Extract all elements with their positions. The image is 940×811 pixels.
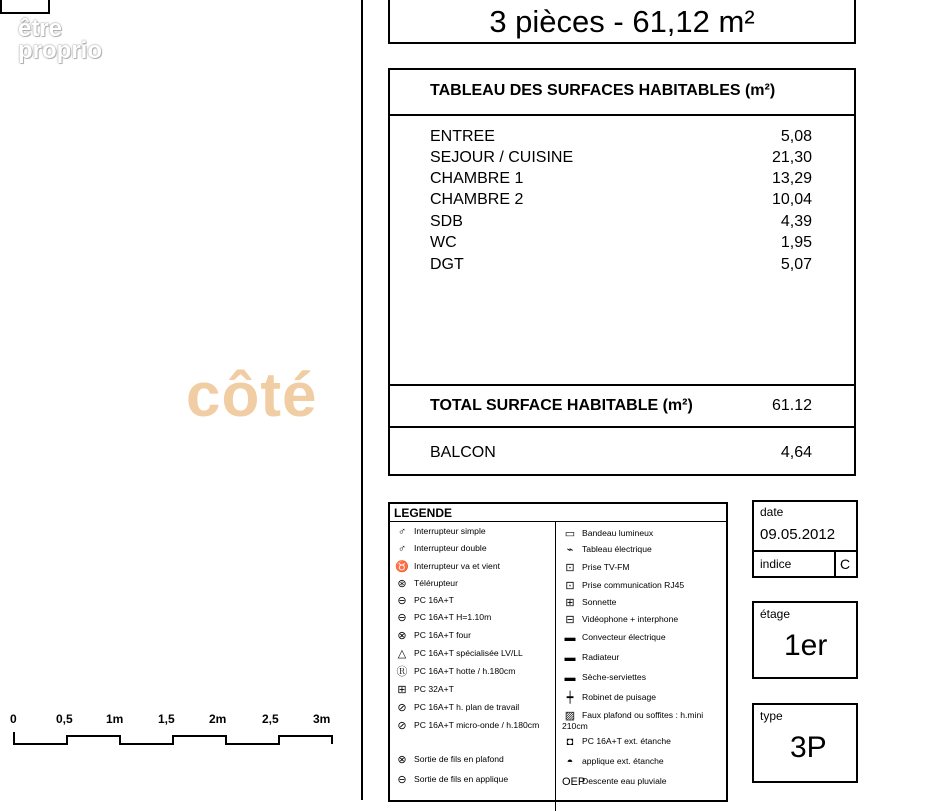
outdoor-light-icon: ◓ <box>566 755 574 768</box>
type-label: type <box>760 709 783 723</box>
legend-item <box>394 561 500 572</box>
towel-dryer-icon: ▬ <box>564 671 576 684</box>
legend-item <box>394 702 519 713</box>
legend-item <box>562 776 667 787</box>
etage-box <box>752 601 858 679</box>
legend-item-label: Interrupteur simple <box>414 526 486 536</box>
legend-item-label: applique ext. étanche <box>582 756 664 766</box>
row-label: DGT <box>430 256 464 273</box>
legend-item <box>394 595 454 606</box>
legend-item-label: PC 16A+T H=1.10m <box>414 612 492 622</box>
electric-panel-icon: ⌁ <box>566 543 574 556</box>
legend-item <box>562 672 646 683</box>
legend-item-label: Radiateur <box>582 652 620 662</box>
scale-bar-graphic <box>10 730 340 750</box>
row-value: 4,39 <box>780 213 812 230</box>
row-label: SEJOUR / CUISINE <box>430 149 574 166</box>
legend-item <box>562 614 678 625</box>
row-label: CHAMBRE 2 <box>430 191 524 208</box>
legend-item <box>562 652 619 663</box>
legend-item-label: PC 16A+T spécialisée LV/LL <box>414 648 523 658</box>
legend-item <box>394 720 544 731</box>
legend-item-label: Sortie de fils en plafond <box>414 754 504 764</box>
legend-item-label: Bandeau lumineux <box>582 528 654 538</box>
watermark-etre-proprio <box>18 15 102 64</box>
outlet-icon: ⊖ <box>397 594 407 607</box>
legend-item-label: PC 16A+T ext. étanche <box>582 736 671 746</box>
row-value: 21,30 <box>771 149 812 166</box>
legend-item-label: Interrupteur va et vient <box>414 561 500 571</box>
legend-item-label: PC 16A+T h. plan de travail <box>414 702 520 712</box>
legend-header-line <box>390 521 726 522</box>
total-label: TOTAL SURFACE HABITABLE (m²) <box>430 397 693 414</box>
scale-tick-label: 3m <box>313 712 331 726</box>
etage-value: 1er <box>784 629 828 662</box>
watermark-etre: être <box>18 15 63 42</box>
indice-label: indice <box>760 557 792 571</box>
scale-tick-label: 1m <box>106 712 124 726</box>
legend-item-label: PC 16A+T micro-onde / h.180cm <box>414 720 540 730</box>
legend-item <box>394 578 458 589</box>
surfaces-table <box>388 68 856 476</box>
videophone-icon: ⊟ <box>565 613 575 626</box>
date-value: 09.05.2012 <box>760 526 836 543</box>
legend-item-label: Descente eau pluviale <box>582 776 667 786</box>
outlet-appliance-icon: △ <box>397 647 407 660</box>
legend-item-label: Prise TV-FM <box>582 562 630 572</box>
type-box <box>752 703 858 783</box>
row-label: WC <box>430 234 457 251</box>
indice-value: C <box>840 556 851 572</box>
wall-wire-icon: ⊖ <box>397 773 407 786</box>
legend-item <box>394 666 515 677</box>
ceiling-wire-icon: ⊗ <box>397 753 407 766</box>
downpipe-icon: OEP <box>562 775 586 788</box>
convector-icon: ▬ <box>564 631 576 644</box>
page-title: 3 pièces - 61,12 m² <box>489 4 755 39</box>
legend-item <box>562 736 671 747</box>
legend-item <box>394 630 471 641</box>
legend-item <box>394 754 504 765</box>
legend-column-divider <box>555 521 556 811</box>
plan-wall-line <box>361 0 363 800</box>
scale-tick-label: 0 <box>10 712 17 726</box>
title-box <box>388 0 856 44</box>
legend-item-label: Faux plafond ou soffites : h.mini 210cm <box>562 710 704 731</box>
row-value: 1,95 <box>780 234 812 251</box>
divider <box>390 426 854 428</box>
outlet-high-icon: ⊖ <box>397 611 407 624</box>
legend-item <box>562 632 666 643</box>
legend-item <box>562 692 656 703</box>
teleswitch-icon: ⊛ <box>397 577 407 590</box>
indice-divider <box>834 550 836 578</box>
legend-item <box>562 580 684 591</box>
legend-item <box>394 526 486 537</box>
legend-item <box>562 544 652 555</box>
balcon-label: BALCON <box>430 444 496 461</box>
date-box <box>752 500 858 578</box>
tap-icon: ┿ <box>566 691 574 704</box>
row-label: ENTREE <box>430 128 495 145</box>
scale-tick-label: 0,5 <box>56 712 73 726</box>
outlet-32a-icon: ⊞ <box>397 683 407 696</box>
row-value: 13,29 <box>771 170 812 187</box>
legend-item <box>562 710 722 731</box>
outlet-hood-icon: Ⓡ <box>396 665 408 678</box>
legend-item <box>394 543 487 554</box>
outdoor-outlet-icon: ◘ <box>566 735 574 748</box>
legend-title: LEGENDE <box>394 506 453 520</box>
surfaces-title: TABLEAU DES SURFACES HABITABLES (m²) <box>430 82 776 99</box>
legend-item <box>562 562 630 573</box>
legend-item-label: PC 32A+T <box>414 684 454 694</box>
legend-item <box>394 774 508 785</box>
balcon-value: 4,64 <box>780 444 812 461</box>
watermark-cote: côté <box>186 361 318 430</box>
doorbell-icon: ⊞ <box>565 596 575 609</box>
row-label: CHAMBRE 1 <box>430 170 524 187</box>
legend-item-label: Vidéophone + interphone <box>582 614 679 624</box>
light-strip-icon: ▭ <box>564 527 576 540</box>
radiator-icon: ▬ <box>564 651 576 664</box>
switch-double-icon: ♂ <box>397 542 407 555</box>
false-ceiling-icon: ▨ <box>564 709 576 722</box>
date-label: date <box>760 505 784 519</box>
tv-outlet-icon: ⊡ <box>565 561 575 574</box>
date-divider <box>754 550 856 552</box>
rj45-icon: ⊡ <box>565 579 575 592</box>
divider <box>390 384 854 386</box>
etage-label: étage <box>760 607 791 621</box>
legend-item-label: Interrupteur double <box>414 543 487 553</box>
legend-item-label: PC 16A+T four <box>414 630 471 640</box>
row-label: SDB <box>430 213 463 230</box>
switch-single-icon: ♂ <box>397 525 407 538</box>
total-value: 61.12 <box>771 397 812 414</box>
scale-tick-label: 2m <box>209 712 227 726</box>
legend-item-label: Télérupteur <box>414 578 458 588</box>
legend-item-label: Sonnette <box>582 597 617 607</box>
legend-item <box>394 612 491 623</box>
legend-item <box>394 648 523 659</box>
legend-item <box>394 684 454 695</box>
plan-fragment <box>0 0 50 14</box>
scale-tick-label: 2,5 <box>262 712 279 726</box>
type-value: 3P <box>790 731 827 764</box>
outlet-worktop-icon: ⊘ <box>397 701 407 714</box>
legend-item-label: Prise communication RJ45 <box>582 580 685 590</box>
legend-item <box>562 528 653 539</box>
legend-item-label: Sèche-serviettes <box>582 672 647 682</box>
legend-item-label: PC 16A+T <box>414 595 454 605</box>
legend-item-label: PC 16A+T hotte / h.180cm <box>414 666 516 676</box>
legend-item-label: Tableau électrique <box>582 544 652 554</box>
switch-two-way-icon: ♉ <box>395 560 409 573</box>
row-value: 5,07 <box>780 256 812 273</box>
outlet-oven-icon: ⊗ <box>397 629 407 642</box>
outlet-microwave-icon: ⊘ <box>397 719 407 732</box>
legend-item <box>562 756 664 767</box>
legend-item-label: Convecteur électrique <box>582 632 666 642</box>
watermark-proprio: proprio <box>18 37 102 64</box>
row-value: 5,08 <box>780 128 812 145</box>
legend-item-label: Sortie de fils en applique <box>414 774 509 784</box>
legend-item-label: Robinet de puisage <box>582 692 657 702</box>
legend-item <box>562 597 616 608</box>
row-value: 10,04 <box>771 191 812 208</box>
surfaces-header <box>390 70 854 116</box>
legend-box <box>388 502 728 802</box>
scale-tick-label: 1,5 <box>158 712 175 726</box>
